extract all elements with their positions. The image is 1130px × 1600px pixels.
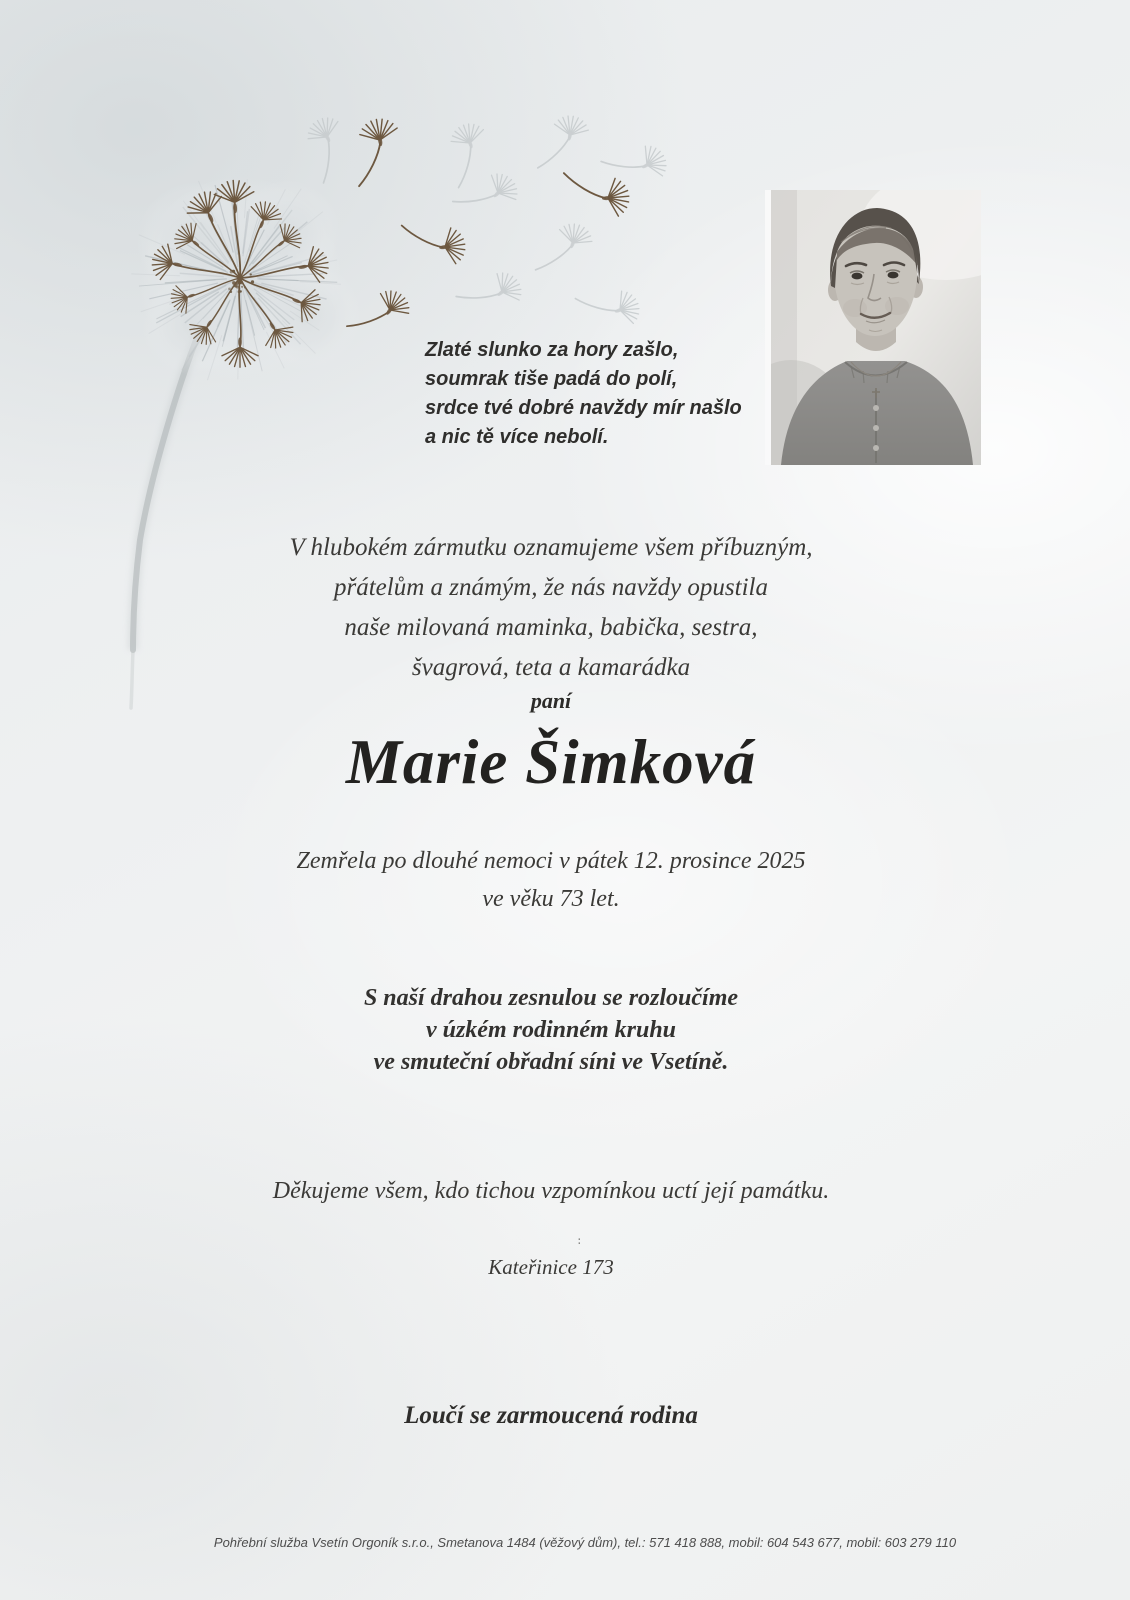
poem-line: soumrak tiše padá do polí, — [425, 368, 678, 390]
poem-line: Zlaté slunko za hory zašlo, — [425, 339, 679, 361]
announcement-line: švagrová, teta a kamarádka — [411, 654, 691, 681]
closing-line: Loučí se zarmoucená rodina — [404, 1402, 698, 1429]
address-line: Kateřinice 173 — [488, 1255, 614, 1279]
death-info-line: Zemřela po dlouhé nemoci v pátek 12. prosince 2025 — [296, 848, 806, 874]
death-info-line: ve věku 73 let. — [482, 886, 620, 912]
announcement-line: V hlubokém zármutku oznamujeme všem příbuzným, — [289, 534, 813, 561]
announcement — [0, 528, 1116, 688]
poem — [425, 336, 742, 452]
announcement-line: přátelům a známým, že nás navždy opustila — [334, 574, 768, 601]
portrait-photo — [765, 190, 981, 465]
poem-line: srdce tvé dobré navždy mír našlo — [425, 397, 742, 419]
funeral-service-footer: Pohřební služba Vsetín Orgoník s.r.o., Smetanova 1484 (věžový dům), tel.: 571 418 888, mobil: 604 543 677, mobil: 603 279 110 — [213, 1535, 957, 1550]
farewell-line: v úzkém rodinném kruhu — [425, 1017, 677, 1043]
deceased-name: Marie Šimková — [345, 727, 757, 797]
farewell — [0, 982, 1116, 1078]
announcement-line: naše milovaná maminka, babička, sestra, — [344, 614, 758, 641]
poem-line: a nic tě více nebolí. — [425, 426, 609, 448]
honorific: paní — [530, 688, 572, 713]
farewell-line: ve smuteční obřadní síni ve Vsetíně. — [373, 1049, 729, 1075]
farewell-line: S naší drahou zesnulou se rozloučíme — [363, 985, 739, 1011]
thanks-line: Děkujeme všem, kdo tichou vzpomínkou uctí její památku. — [272, 1178, 830, 1204]
scan-artifact: : — [576, 1234, 583, 1247]
dandelion-flying-seeds — [347, 116, 631, 351]
death-info — [0, 842, 1116, 918]
